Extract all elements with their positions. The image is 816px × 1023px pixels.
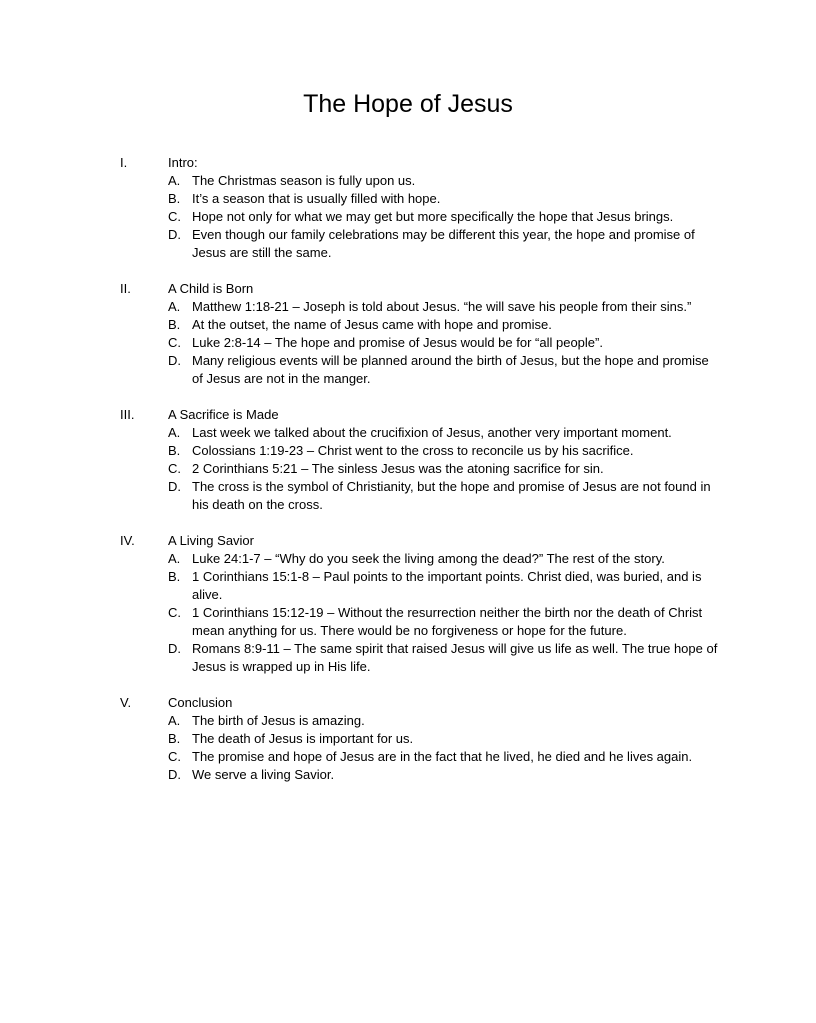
outline-item <box>0 352 816 388</box>
item-text: The Christmas season is fully upon us. <box>192 173 416 188</box>
item-letter: C. <box>168 605 181 620</box>
item-letter: A. <box>168 299 181 314</box>
item-text: We serve a living Savior. <box>192 767 335 782</box>
item-letter: A. <box>168 425 181 440</box>
item-letter: C. <box>168 209 181 224</box>
item-text: Even though our family celebrations may be different this year, the hope and promise of Jesus are still the same. <box>192 227 695 260</box>
outline-item <box>0 478 816 514</box>
section-heading: A Living Savior <box>168 533 254 548</box>
item-letter: B. <box>168 191 181 206</box>
section-heading: Intro: <box>168 155 198 170</box>
item-letter: D. <box>168 641 181 656</box>
section-header <box>0 532 816 550</box>
item-letter: D. <box>168 353 181 368</box>
item-letter: A. <box>168 551 181 566</box>
item-text: Luke 24:1-7 – “Why do you seek the living among the dead?” The rest of the story. <box>192 551 665 566</box>
item-text: 1 Corinthians 15:1-8 – Paul points to the important points. Christ died, was buried, and is alive. <box>192 569 702 602</box>
item-letter: C. <box>168 335 181 350</box>
outline-item <box>0 712 816 730</box>
outline-item <box>0 334 816 352</box>
outline-item <box>0 550 816 568</box>
outline-item <box>0 604 816 640</box>
item-letter: C. <box>168 461 181 476</box>
section-numeral: V. <box>120 695 132 710</box>
outline-section-intro <box>0 154 816 262</box>
outline-item <box>0 748 816 766</box>
outline-item <box>0 766 816 784</box>
item-letter: D. <box>168 767 181 782</box>
outline-item <box>0 316 816 334</box>
item-letter: B. <box>168 443 181 458</box>
outline-item <box>0 226 816 262</box>
outline-item <box>0 208 816 226</box>
item-text: The birth of Jesus is amazing. <box>192 713 365 728</box>
section-heading: A Sacrifice is Made <box>168 407 279 422</box>
outline-section-child-born <box>0 280 816 388</box>
section-heading: A Child is Born <box>168 281 254 296</box>
section-items <box>0 172 816 262</box>
outline-section-sacrifice <box>0 406 816 514</box>
section-items <box>0 424 816 514</box>
item-text: Romans 8:9-11 – The same spirit that raised Jesus will give us life as well. The true hope of Jesus is wrapped up in His life. <box>192 641 718 674</box>
item-text: The cross is the symbol of Christianity, but the hope and promise of Jesus are not found in his death on the cross. <box>192 479 711 512</box>
item-text: Matthew 1:18-21 – Joseph is told about Jesus. “he will save his people from their sins.” <box>192 299 692 314</box>
item-text: Colossians 1:19-23 – Christ went to the cross to reconcile us by his sacrifice. <box>192 443 634 458</box>
section-items <box>0 298 816 388</box>
section-numeral: I. <box>120 155 128 170</box>
outline-item <box>0 424 816 442</box>
page-title: The Hope of Jesus <box>303 90 513 118</box>
section-header <box>0 280 816 298</box>
section-items <box>0 712 816 784</box>
section-numeral: III. <box>120 407 135 422</box>
item-letter: D. <box>168 479 181 494</box>
item-text: At the outset, the name of Jesus came with hope and promise. <box>192 317 552 332</box>
section-header <box>0 694 816 712</box>
section-numeral: II. <box>120 281 131 296</box>
outline-item <box>0 640 816 676</box>
outline-item <box>0 442 816 460</box>
outline-item <box>0 730 816 748</box>
item-text: Hope not only for what we may get but more specifically the hope that Jesus brings. <box>192 209 674 224</box>
section-header <box>0 154 816 172</box>
item-text: Luke 2:8-14 – The hope and promise of Jesus would be for “all people”. <box>192 335 603 350</box>
item-letter: A. <box>168 173 181 188</box>
item-letter: A. <box>168 713 181 728</box>
item-text: It’s a season that is usually filled with hope. <box>192 191 441 206</box>
item-letter: B. <box>168 569 181 584</box>
outline-section-living-savior <box>0 532 816 676</box>
outline-item <box>0 172 816 190</box>
item-text: Many religious events will be planned around the birth of Jesus, but the hope and promise of Jesus are not in the manger. <box>192 353 709 386</box>
sermon-outline <box>0 154 816 802</box>
item-text: 1 Corinthians 15:12-19 – Without the resurrection neither the birth nor the death of Christ mean anything for us. There would be no forgiveness or hope for the future. <box>192 605 703 638</box>
item-letter: D. <box>168 227 181 242</box>
item-text: The death of Jesus is important for us. <box>192 731 414 746</box>
section-heading: Conclusion <box>168 695 233 710</box>
item-text: The promise and hope of Jesus are in the fact that he lived, he died and he lives again. <box>192 749 693 764</box>
section-items <box>0 550 816 676</box>
item-text: Last week we talked about the crucifixion of Jesus, another very important moment. <box>192 425 672 440</box>
outline-item <box>0 190 816 208</box>
item-letter: B. <box>168 731 181 746</box>
outline-section-conclusion <box>0 694 816 784</box>
item-letter: C. <box>168 749 181 764</box>
section-numeral: IV. <box>120 533 135 548</box>
section-header <box>0 406 816 424</box>
outline-item <box>0 568 816 604</box>
outline-item <box>0 460 816 478</box>
item-text: 2 Corinthians 5:21 – The sinless Jesus was the atoning sacrifice for sin. <box>192 461 604 476</box>
outline-item <box>0 298 816 316</box>
item-letter: B. <box>168 317 181 332</box>
